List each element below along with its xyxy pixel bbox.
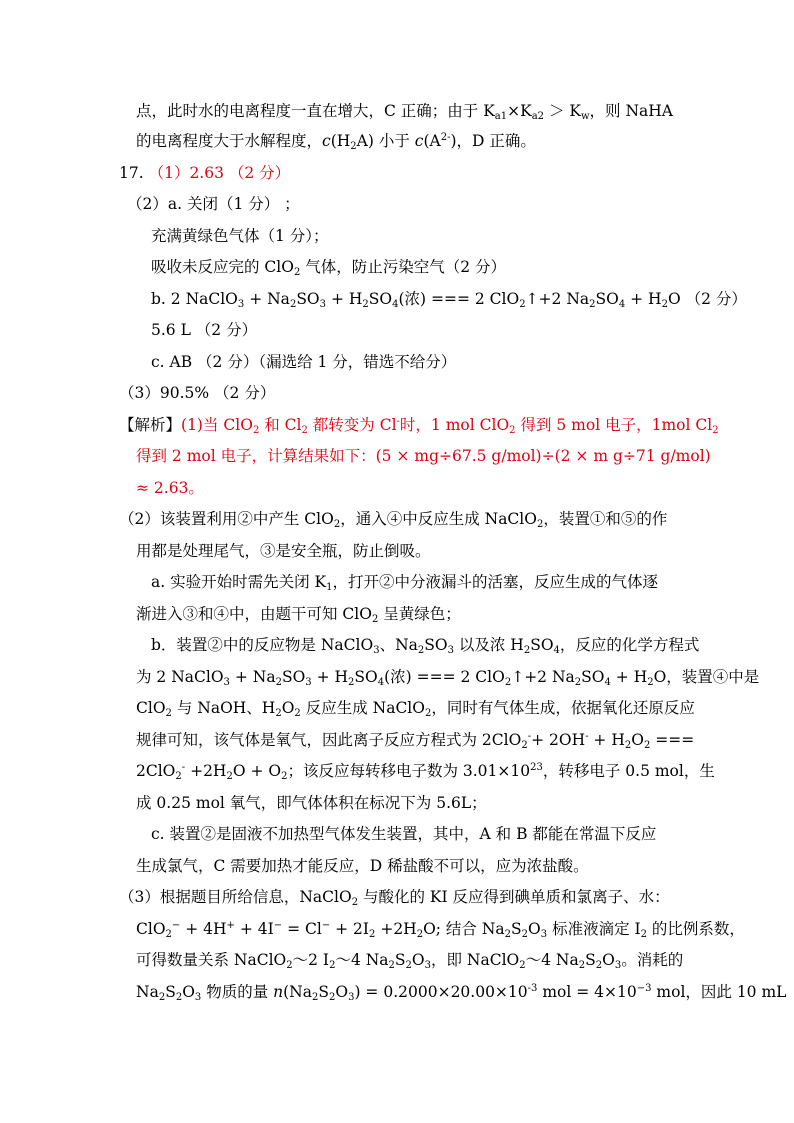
text-run: SO [530,636,554,654]
subscript: 2 [504,929,512,940]
text-run: 2ClO [136,762,176,780]
subscript: 2 [226,771,233,782]
text-run: c [414,132,424,150]
subscript: 2 [405,960,412,971]
subscript: 2 [647,677,654,688]
subscript: 3 [194,992,202,1003]
equation-line [136,918,745,940]
text-run: + H [588,731,625,749]
text-run: 物质的量 [201,983,274,1001]
text-run: O，装置④中是 [653,668,760,686]
text-line [151,571,658,593]
text-run: O [602,951,615,969]
superscript: - [527,731,532,742]
subscript: 2 [286,960,293,971]
text-run: ，反应的化学方程式 [559,636,700,654]
text-run: + Na [229,668,276,686]
subscript: 2 [523,645,531,656]
subscript: 2 [362,299,369,310]
subscript: 2 [416,929,424,940]
text-run: A) 小于 [356,132,415,150]
text-run: 得到 2 mol 电子，计算结果如下：(5 × mg÷67.5 g/mol)÷(2 × m g÷71 g/mol) [136,447,711,465]
subscript: 4 [604,677,611,688]
text-run: ↑+2 Na [511,668,575,686]
text-line [136,477,204,499]
text-run: ＞ K [544,102,581,120]
text-run: + H [610,668,648,686]
text-line [136,540,431,562]
subscript: 2 [519,960,526,971]
text-run: 渐进入③和④中，由题干可知 ClO [136,605,372,623]
subscript: 3 [447,645,454,656]
subscript: a1 [494,111,508,122]
text-run: + Na [244,290,290,308]
text-run: Na [136,983,159,1001]
text-run: 可得数量关系 NaClO [136,951,287,969]
text-run: 充满黄绿色气体（1 分）； [151,227,329,245]
subscript: 2 [293,267,301,278]
subscript: 2 [624,740,632,751]
superscript: - [181,762,186,773]
subscript: 2 [301,425,308,436]
subscript: 2 [175,992,183,1003]
text-run: (1)当 ClO [181,416,253,434]
text-run: n [273,983,284,1001]
superscript: − [321,920,331,931]
text-run: ；该反应每转移电子数为 3.01×10 [287,762,531,780]
text-run: ≈ 2.63。 [136,479,204,497]
subscript: 2 [595,960,603,971]
subscript: 2 [504,677,512,688]
text-run: SO [595,290,619,308]
text-run: ～4 Na [525,951,579,969]
text-run: (浓) === 2 ClO [398,290,520,308]
text-run: + H [326,290,363,308]
subscript: 3 [424,960,431,971]
text-run: mol，因此 10 mL [651,983,787,1001]
text-run: ClO [136,699,166,717]
subscript: 2 [165,929,172,940]
text-run: O; 结合 Na [423,920,505,938]
text-run: ，同时有气体生成，依据氧化还原反应 [431,699,695,717]
subscript: 2 [328,992,336,1003]
text-run: +2H [375,920,417,938]
text-run: O [528,920,541,938]
text-line [151,823,656,845]
text-line [136,100,673,122]
text-run: 用都是处理尾气，③是安全瓶，防止倒吸。 [136,542,431,560]
text-run: 。消耗的 [621,951,684,969]
text-run: 、Na [379,636,418,654]
text-run: ，打开②中分液漏斗的活塞，反应生成的气体逐 [332,573,658,591]
superscript: − [273,920,283,931]
text-run: )，D 正确。 [450,132,536,150]
text-line [136,981,786,1003]
text-run: （2）a. 关闭（1 分） ； [127,195,300,213]
text-run: 生成氯气，C 需要加热才能反应，D 稀盐酸不可以，应为浓盐酸。 [136,857,589,875]
text-run: ↑+2 Na [525,290,590,308]
subscript: 2 [519,299,526,310]
text-line [136,949,683,971]
subscript: 2 [348,677,355,688]
subscript: 2 [712,425,719,436]
subscript: 2 [329,960,336,971]
text-run: ，通入④中反应生成 NaClO [340,510,537,528]
superscript: - [585,731,589,742]
text-run: = Cl [282,920,322,938]
subscript: 2 [574,677,582,688]
text-run: （3）根据题目所给信息，NaClO [119,888,352,906]
text-line [136,729,694,751]
subscript: 3 [614,960,622,971]
text-line [136,445,711,467]
text-run: ) = 0.2000×20.00×10 [354,983,528,1001]
subscript: w [580,111,590,122]
equation-line [151,288,747,310]
text-run: 为 2 NaClO [136,668,224,686]
text-line [119,886,670,908]
subscript: 2 [294,708,301,719]
subscript: a2 [531,111,545,122]
text-run: ClO [136,920,166,938]
subscript: 2 [521,929,529,940]
text-run: === [650,731,695,749]
subscript: 2 [175,771,182,782]
subscript: 2 [640,929,647,940]
superscript: −3 [636,983,652,994]
text-line [119,508,667,530]
subscript: 2 [371,614,379,625]
text-run: 以及浓 H [453,636,524,654]
text-run: O [182,983,195,1001]
text-run: O [281,699,295,717]
text-run: （3）90.5% （2 分） [119,384,276,402]
subscript: 2 [509,425,516,436]
analysis-heading-line [119,414,719,436]
text-line [151,225,329,247]
superscript: + [226,920,235,931]
text-line [151,351,456,373]
subscript: 4 [553,645,560,656]
text-run: 时，1 mol ClO [399,416,510,434]
subscript: 2 [289,299,297,310]
text-run: O [631,731,644,749]
text-run: 的电离程度大于水解程度， [136,132,323,150]
text-run: S [511,920,522,938]
subscript: 3 [305,677,312,688]
text-run: ～4 Na [335,951,389,969]
subscript: 2 [661,299,668,310]
text-run: 气体，防止污染空气（2 分） [300,258,507,276]
text-run: c. AB （2 分）（漏选给 1 分，错选不给分） [151,353,457,371]
subscript: 2 [350,141,357,152]
subscript: 2 [281,771,288,782]
text-run: 与酸化的 KI 反应得到碘单质和氯离子、水： [358,888,670,906]
subscript: 1 [326,582,333,593]
text-line [136,792,487,814]
text-run: S [585,951,596,969]
text-line [151,319,257,341]
text-run: S [318,983,329,1001]
subscript: 2 [589,299,596,310]
text-run: + H [625,290,662,308]
subscript: 3 [540,929,548,940]
subscript: 2 [165,708,172,719]
text-run: 5.6 L （2 分） [151,321,258,339]
text-run: (A [423,132,441,150]
subscript: 2 [424,708,432,719]
subscript: 2 [252,425,260,436]
equation-line [136,666,759,688]
text-run: a. 实验开始时需先关闭 K [151,573,327,591]
text-run: O [411,951,425,969]
text-run: SO [281,668,306,686]
text-run: 都转变为 Cl [307,416,397,434]
text-run: ～2 I [292,951,330,969]
text-run: （2）该装置利用②中产生 ClO [119,510,334,528]
text-run: 标准液滴定 I [547,920,641,938]
text-run: + 2I [330,920,370,938]
text-run: （1）2.63 （2 分） [148,164,291,182]
text-line [127,193,300,215]
text-run: O + O [232,762,282,780]
subscript: 2 [275,708,282,719]
text-line [136,130,536,152]
text-run: 规律可知，该气体是氧气，因此离子反应方程式为 2ClO [136,731,522,749]
text-run: ，则 NaHA [589,102,673,120]
subscript: 2 [158,992,166,1003]
text-run: O （2 分） [667,290,747,308]
subscript: 3 [373,645,380,656]
subscript: 3 [223,677,230,688]
text-line [151,256,506,278]
text-run: (浓) === 2 ClO [384,668,505,686]
text-run: + 4H [180,920,227,938]
text-line [136,603,461,625]
text-run: SO [581,668,605,686]
superscript: - [396,416,400,427]
subscript: 2 [643,740,651,751]
text-run: SO [368,290,393,308]
text-run: (H [330,132,351,150]
text-run: c. 装置②是固液不加热型气体发生装置，其中，A 和 B 都能在常温下反应 [151,825,657,843]
subscript: 4 [618,299,626,310]
text-run: 反应生成 NaClO [300,699,425,717]
text-line [119,382,275,404]
text-run: ×K [507,102,532,120]
text-run: 吸收未反应完的 ClO [151,258,294,276]
text-run: S [165,983,176,1001]
text-run: 和 Cl [259,416,302,434]
subscript: 4 [392,299,399,310]
subscript: 3 [237,299,245,310]
text-line [136,760,715,782]
superscript: 2- [440,132,451,143]
subscript: 2 [521,740,528,751]
text-run: c [322,132,331,150]
text-run: 点，此时水的电离程度一直在增大，C 正确；由于 K [136,102,495,120]
text-run: S [394,951,406,969]
text-run: mol = 4×10 [537,983,637,1001]
text-run: O [335,983,349,1001]
text-run: ，装置①和⑤的作 [543,510,668,528]
text-run: +2H [185,762,227,780]
text-run: 17. [119,164,149,182]
text-run: ，转移电子 0.5 mol，生 [542,762,715,780]
text-run: 的比例系数， [647,920,745,938]
subscript: 2 [275,677,282,688]
subscript: 2 [311,992,319,1003]
text-run: + 4I [234,920,274,938]
subscript: 3 [348,992,355,1003]
text-run: b．装置②中的反应物是 NaClO [151,636,374,654]
subscript: 3 [319,299,327,310]
question-number-line [119,162,290,184]
subscript: 2 [333,519,341,530]
text-run: ，即 NaClO [431,951,520,969]
text-run: SO [296,290,320,308]
subscript: 2 [351,897,359,908]
text-line [151,634,699,656]
subscript: 2 [369,929,376,940]
text-run: + 2OH [531,731,586,749]
subscript: 2 [536,519,544,530]
text-run: 成 0.25 mol 氧气，即气体体积在标况下为 5.6L； [136,794,487,812]
text-run: SO [424,636,448,654]
text-run: b. 2 NaClO [151,290,238,308]
text-line [136,697,695,719]
subscript: 2 [388,960,395,971]
text-run: 呈黄绿色； [378,605,461,623]
text-run: 得到 5 mol 电子，1mol Cl [515,416,713,434]
superscript: − [171,920,181,931]
text-line [136,855,589,877]
text-run: (Na [283,983,312,1001]
subscript: 2 [417,645,425,656]
text-run: 与 NaOH、H [171,699,276,717]
subscript: 2 [578,960,586,971]
text-run: 【解析】 [119,416,182,434]
subscript: 4 [377,677,385,688]
superscript: -3 [527,983,538,994]
superscript: 23 [530,762,543,773]
text-run: + H [311,668,349,686]
text-run: SO [354,668,378,686]
